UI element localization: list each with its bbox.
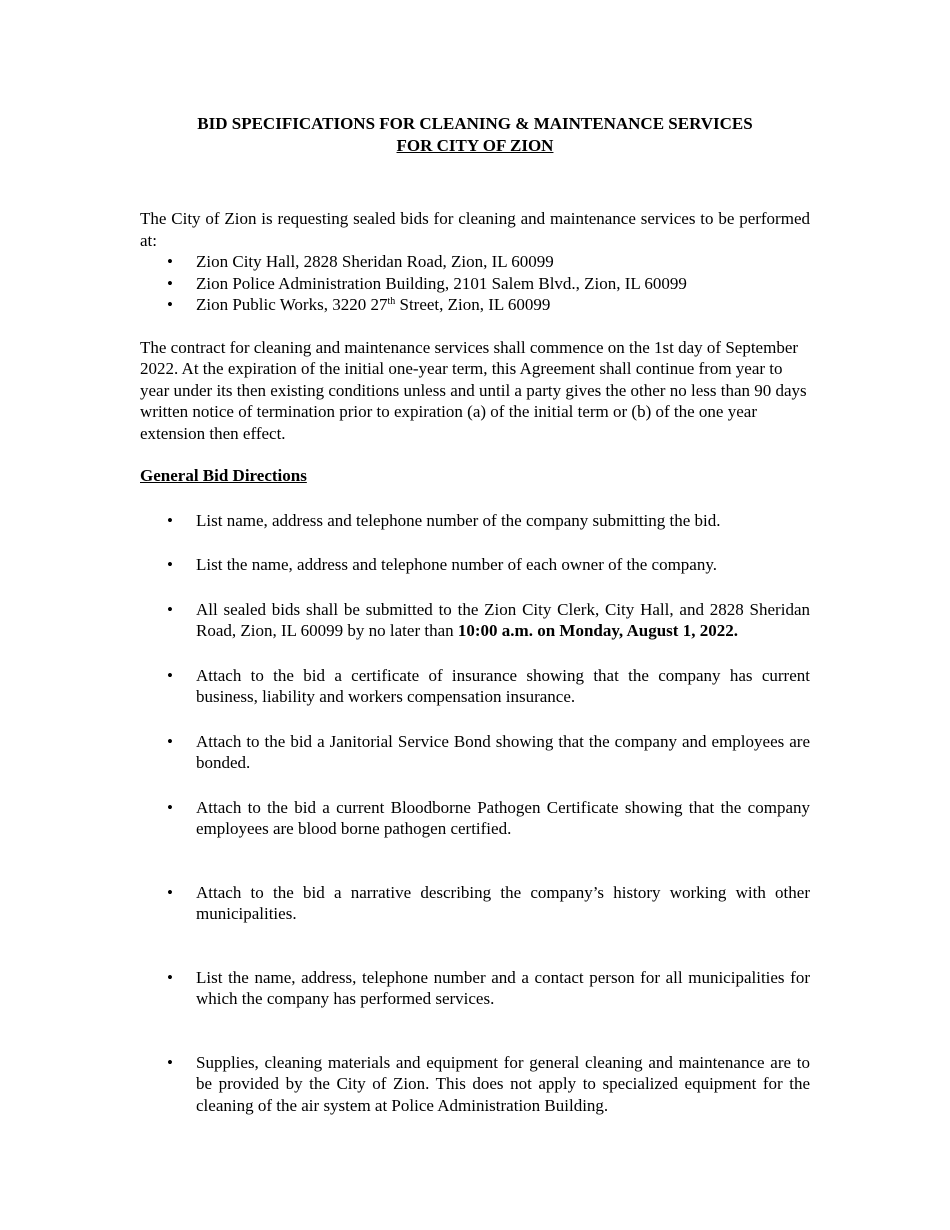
bullet-icon: •: [167, 967, 173, 987]
bullet-icon: •: [167, 510, 173, 530]
location-list: [140, 251, 810, 316]
directions-heading: General Bid Directions: [140, 466, 307, 485]
bullet-icon: •: [167, 882, 173, 902]
deadline-text: 10:00 a.m. on Monday, August 1, 2022.: [457, 621, 738, 640]
direction-text: Attach to the bid a narrative describing the company’s history working with other municipalities.: [196, 882, 810, 923]
direction-text: Attach to the bid a current Bloodborne Pathogen Certificate showing that the company employees are blood borne pathogen certified.: [196, 797, 810, 838]
direction-text: List the name, address, telephone number and a contact person for all municipalities for which the company has performed services.: [196, 967, 810, 1008]
document-body: [140, 113, 810, 1116]
bullet-icon: •: [167, 797, 173, 817]
superscript-ordinal: th: [387, 296, 396, 307]
direction-item: [140, 665, 810, 708]
direction-item: [140, 1052, 810, 1117]
location-text: Zion Police Administration Building, 2101 Salem Blvd., Zion, IL 60099: [196, 273, 687, 293]
direction-text: Supplies, cleaning materials and equipment for general cleaning and maintenance are to be provided by the City of Zion. This does not apply to specialized equipment for the cleaning of the air system at Police Administration Building.: [196, 1052, 810, 1115]
bullet-icon: •: [167, 665, 173, 685]
document-title: [140, 113, 810, 156]
direction-item: [140, 967, 810, 1010]
direction-item: [140, 797, 810, 840]
contract-paragraph: The contract for cleaning and maintenance services shall commence on the 1st day of September 2022. At the expiration of the initial one-year term, this Agreement shall continue from year to year under its then existing conditions unless and until a party gives the other no less than 90 days written notice of termination prior to expiration (a) of the initial term or (b) of the one year extension then effect.: [140, 337, 807, 443]
location-item: [140, 273, 810, 295]
direction-text: List name, address and telephone number of the company submitting the bid.: [196, 510, 721, 530]
direction-item: [140, 599, 810, 642]
direction-text: All sealed bids shall be submitted to the Zion City Clerk, City Hall, and 2828 Sheridan Road, Zion, IL 60099 by no later than: [196, 599, 810, 640]
bullet-icon: •: [167, 599, 173, 619]
bullet-icon: •: [167, 555, 173, 574]
direction-text: Attach to the bid a Janitorial Service Bond showing that the company and employees are bonded.: [196, 731, 810, 772]
title-line-1: BID SPECIFICATIONS FOR CLEANING & MAINTENANCE SERVICES: [197, 114, 753, 133]
direction-item: [140, 554, 810, 576]
direction-item: [140, 882, 810, 925]
bullet-icon: •: [167, 295, 173, 314]
location-text: Zion City Hall, 2828 Sheridan Road, Zion, IL 60099: [196, 252, 554, 271]
direction-text: List the name, address and telephone number of each owner of the company.: [196, 555, 717, 574]
direction-text: Attach to the bid a certificate of insurance showing that the company has current business, liability and workers compensation insurance.: [196, 665, 810, 706]
location-item: [140, 294, 810, 316]
intro-paragraph: The City of Zion is requesting sealed bids for cleaning and maintenance services to be performed at:: [140, 209, 810, 250]
title-line-2: FOR CITY OF ZION: [396, 135, 554, 155]
bullet-icon: •: [167, 731, 173, 751]
directions-list: [140, 510, 810, 1117]
location-text-part: Zion Public Works, 3220 27: [196, 295, 388, 314]
location-text-part: Street, Zion, IL 60099: [395, 295, 551, 314]
direction-item: [140, 510, 810, 532]
location-item: [140, 251, 810, 273]
direction-item: [140, 731, 810, 774]
bullet-icon: •: [167, 1052, 173, 1072]
bullet-icon: •: [167, 252, 173, 271]
bullet-icon: •: [167, 273, 173, 293]
